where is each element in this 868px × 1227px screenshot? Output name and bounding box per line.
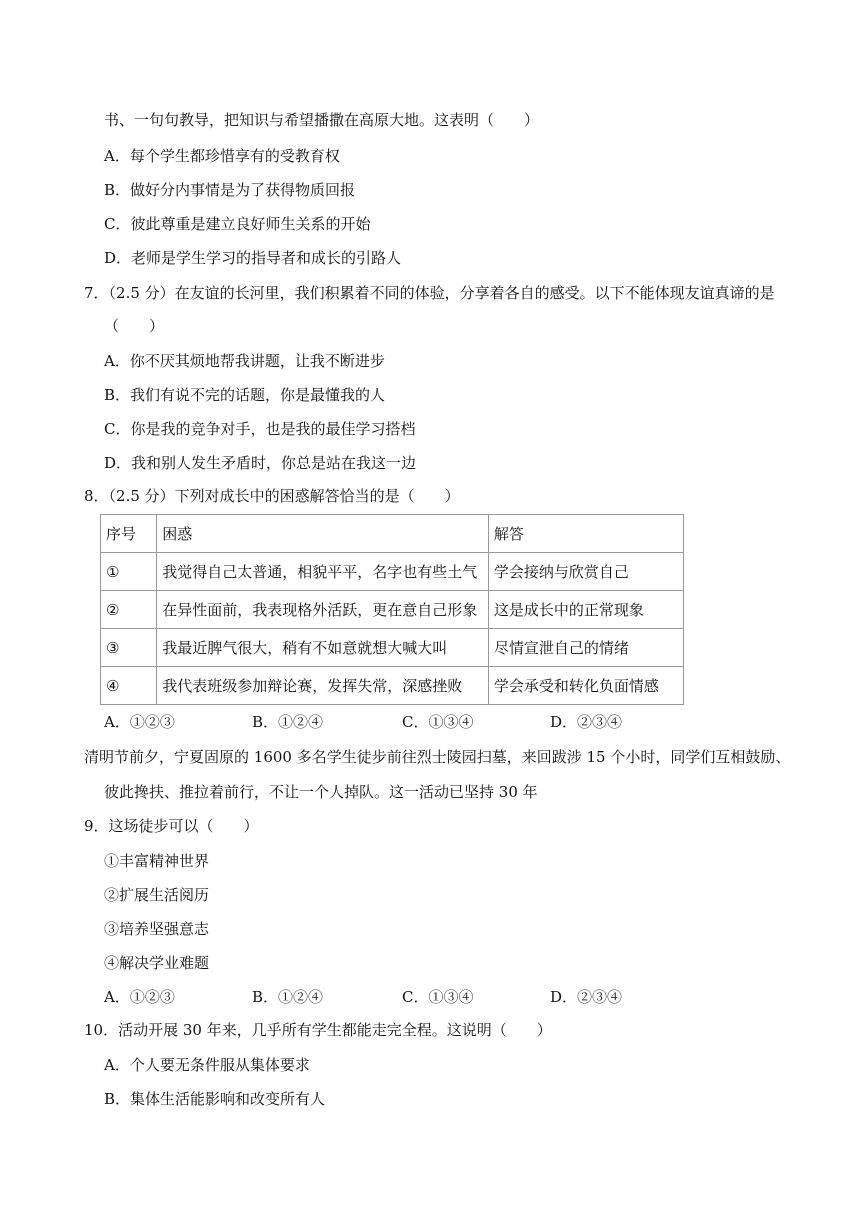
q7-option-c: C．你是我的竞争对手，也是我的最佳学习搭档 (104, 420, 416, 438)
passage-line-2: 彼此搀扶、推拉着前行，不让一个人掉队。这一活动已坚持 30 年 (104, 783, 538, 801)
q8-option-b: B．①②④ (252, 713, 324, 731)
q8-cell-index: ④ (101, 667, 157, 705)
q8-cell-index: ② (101, 591, 157, 629)
table-row (101, 553, 684, 591)
q7-stem: 7．（2.5 分）在友谊的长河里，我们积累着不同的体验，分享着各自的感受。以下不能体现友谊真谛的是 (84, 284, 775, 302)
q10-option-a: A．个人要无条件服从集体要求 (104, 1056, 310, 1074)
q8-header-answer: 解答 (488, 515, 683, 553)
q8-cell-index: ③ (101, 629, 157, 667)
q10-stem: 10．活动开展 30 年来，几乎所有学生都能走完全程。这说明（ ） (84, 1021, 552, 1039)
q9-option-c: C．①③④ (402, 988, 474, 1006)
q8-cell-confusion: 在异性面前，我表现格外活跃，更在意自己形象 (157, 591, 489, 629)
q9-item-4: ④解决学业难题 (104, 954, 210, 972)
q9-options-row (104, 987, 704, 1007)
q7-option-d: D．我和别人发生矛盾时，你总是站在我这一边 (104, 454, 417, 472)
q8-cell-index: ① (101, 553, 157, 591)
q6-option-b: B．做好分内事情是为了获得物质回报 (104, 181, 356, 199)
q9-stem: 9．这场徒步可以（ ） (84, 817, 259, 835)
q8-table (100, 514, 684, 705)
q9-option-b: B．①②④ (252, 988, 324, 1006)
q9-item-1: ①丰富精神世界 (104, 852, 210, 870)
table-row (101, 629, 684, 667)
q8-cell-answer: 学会承受和转化负面情感 (488, 667, 683, 705)
q8-cell-confusion: 我最近脾气很大，稍有不如意就想大喊大叫 (157, 629, 489, 667)
q8-option-d: D．②③④ (550, 713, 623, 731)
q8-cell-answer: 这是成长中的正常现象 (488, 591, 683, 629)
q8-header-index: 序号 (101, 515, 157, 553)
passage-line-1: 清明节前夕，宁夏固原的 1600 多名学生徒步前往烈士陵园扫墓，来回跋涉 15 个小时，同学们互相鼓励、 (84, 748, 791, 766)
q7-option-a: A．你不厌其烦地帮我讲题，让我不断进步 (104, 352, 385, 370)
q7-option-b: B．我们有说不完的话题，你是最懂我的人 (104, 386, 386, 404)
q9-item-2: ②扩展生活阅历 (104, 886, 210, 904)
q9-option-d: D．②③④ (550, 988, 623, 1006)
q8-option-a: A．①②③ (104, 713, 175, 731)
q6-option-a: A．每个学生都珍惜享有的受教育权 (104, 147, 340, 165)
q8-header-confusion: 困惑 (157, 515, 489, 553)
q6-stem-tail: 书、一句句教导，把知识与希望播撒在高原大地。这表明（ ） (104, 111, 540, 129)
q8-cell-confusion: 我代表班级参加辩论赛，发挥失常，深感挫败 (157, 667, 489, 705)
q8-cell-answer: 尽情宣泄自己的情绪 (488, 629, 683, 667)
q6-option-d: D．老师是学生学习的指导者和成长的引路人 (104, 249, 402, 267)
q8-cell-confusion: 我觉得自己太普通，相貌平平，名字也有些土气 (157, 553, 489, 591)
q8-stem: 8．（2.5 分）下列对成长中的困惑解答恰当的是（ ） (84, 487, 460, 505)
table-row (101, 667, 684, 705)
q6-option-c: C．彼此尊重是建立良好师生关系的开始 (104, 215, 371, 233)
q8-table-header-row (101, 515, 684, 553)
q9-option-a: A．①②③ (104, 988, 175, 1006)
q8-cell-answer: 学会接纳与欣赏自己 (488, 553, 683, 591)
q8-options-row (104, 712, 704, 732)
q9-item-3: ③培养坚强意志 (104, 920, 210, 938)
q8-option-c: C．①③④ (402, 713, 474, 731)
table-row (101, 591, 684, 629)
q10-option-b: B．集体生活能影响和改变所有人 (104, 1090, 326, 1108)
q7-stem-paren: （ ） (104, 317, 165, 335)
